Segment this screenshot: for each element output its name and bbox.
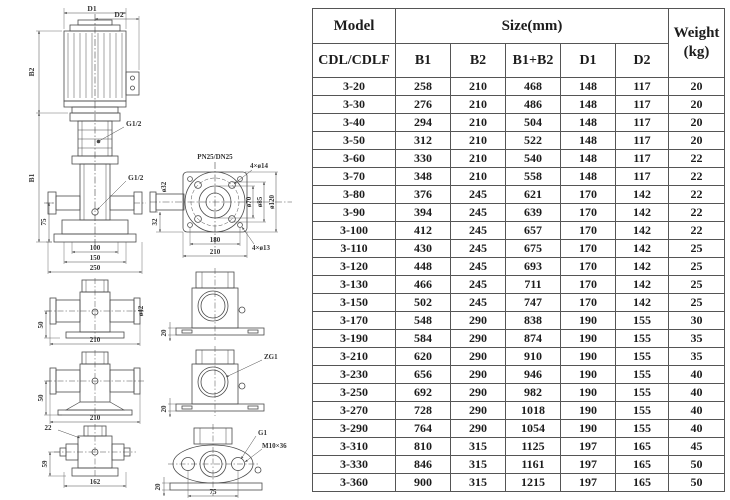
drawing-canvas [0,0,312,500]
table-cell-d2: 155 [616,420,669,438]
table-cell-weight: 25 [669,294,725,312]
table-cell-d1: 190 [561,420,616,438]
table-row [313,294,725,312]
table-cell-model: 3-310 [313,438,396,456]
table-cell-weight: 22 [669,222,725,240]
table-cell-b1: 846 [396,456,451,474]
table-cell-b1: 294 [396,114,451,132]
table-cell-weight: 40 [669,384,725,402]
table-cell-b1b2: 910 [506,348,561,366]
table-cell-weight: 25 [669,276,725,294]
dim-label-250: 250 [89,264,101,272]
table-row [313,150,725,168]
table-row [313,132,725,150]
table-cell-weight: 50 [669,456,725,474]
table-cell-d1: 170 [561,258,616,276]
table-cell-b1: 764 [396,420,451,438]
table-cell-weight: 25 [669,240,725,258]
table-cell-b2: 245 [451,294,506,312]
table-row [313,348,725,366]
table-row [313,240,725,258]
table-cell-model: 3-250 [313,384,396,402]
table-cell-model: 3-210 [313,348,396,366]
table-cell-model: 3-330 [313,456,396,474]
table-cell-model: 3-50 [313,132,396,150]
table-cell-b1b2: 486 [506,96,561,114]
table-cell-d2: 142 [616,222,669,240]
dim-label-210-flange: 210 [209,248,221,256]
table-cell-b2: 315 [451,438,506,456]
table-cell-weight: 30 [669,312,725,330]
table-cell-model: 3-60 [313,150,396,168]
table-row [313,204,725,222]
port-view-2 [168,346,264,417]
bolt-label-m10: M10×36 [262,442,287,450]
table-cell-d2: 142 [616,240,669,258]
dia-label-120: ø120 [268,195,276,209]
header-col-b2: B2 [451,44,506,78]
table-cell-d1: 190 [561,366,616,384]
table-cell-model: 3-150 [313,294,396,312]
table-cell-b2: 210 [451,96,506,114]
table-row [313,78,725,96]
table-row [313,420,725,438]
table-cell-weight: 20 [669,114,725,132]
pump-front-view [36,8,146,274]
table-cell-b1: 430 [396,240,451,258]
table-cell-model: 3-190 [313,330,396,348]
table-cell-b2: 245 [451,240,506,258]
dia-label-42: ø42 [137,305,145,317]
table-cell-b1b2: 1054 [506,420,561,438]
flange-title-label: PN25/DN25 [197,153,233,161]
table-cell-b1b2: 675 [506,240,561,258]
table-cell-d2: 165 [616,438,669,456]
table-cell-b1: 348 [396,168,451,186]
table-cell-d1: 170 [561,222,616,240]
table-cell-d1: 197 [561,438,616,456]
table-row [313,186,725,204]
table-row [313,312,725,330]
table-cell-b1: 376 [396,186,451,204]
table-cell-b1b2: 657 [506,222,561,240]
table-cell-model: 3-90 [313,204,396,222]
table-cell-b2: 245 [451,186,506,204]
table-cell-d1: 170 [561,204,616,222]
table-cell-b1b2: 982 [506,384,561,402]
table-cell-b1b2: 468 [506,78,561,96]
table-cell-b1: 448 [396,258,451,276]
table-cell-d2: 155 [616,402,669,420]
table-cell-d2: 117 [616,96,669,114]
table-cell-weight: 22 [669,150,725,168]
table-cell-d1: 148 [561,150,616,168]
table-cell-d2: 117 [616,132,669,150]
table-cell-b1b2: 1215 [506,474,561,492]
bolt-label-4x14: 4×ø14 [250,162,268,170]
table-cell-b2: 290 [451,402,506,420]
dim-label-162: 162 [89,478,101,486]
table-row [313,456,725,474]
dim-label-20-p2: 20 [160,405,168,413]
table-cell-b2: 210 [451,150,506,168]
table-cell-weight: 45 [669,438,725,456]
dim-label-150: 150 [89,254,101,262]
table-cell-b2: 245 [451,204,506,222]
table-cell-b1b2: 639 [506,204,561,222]
table-cell-d1: 148 [561,168,616,186]
table-cell-weight: 35 [669,348,725,366]
table-cell-b2: 210 [451,168,506,186]
table-cell-b1: 620 [396,348,451,366]
table-cell-b1: 258 [396,78,451,96]
header-col-b1b2: B1+B2 [506,44,561,78]
dim-label-100: 100 [89,244,101,252]
table-cell-weight: 35 [669,330,725,348]
table-cell-d2: 155 [616,330,669,348]
table-cell-d2: 117 [616,114,669,132]
table-row [313,402,725,420]
table-cell-model: 3-270 [313,402,396,420]
dim-label-g12-mid: G1/2 [128,173,144,182]
header-weight-line2: (kg) [683,44,710,60]
table-row [313,474,725,492]
table-row [313,276,725,294]
dim-label-d1: D1 [87,4,97,13]
table-cell-d2: 155 [616,348,669,366]
table-cell-b1: 900 [396,474,451,492]
table-cell-weight: 22 [669,204,725,222]
table-cell-d2: 142 [616,276,669,294]
table-cell-model: 3-100 [313,222,396,240]
table-cell-model: 3-290 [313,420,396,438]
table-cell-d2: 155 [616,312,669,330]
table-cell-d1: 190 [561,330,616,348]
table-cell-b1: 728 [396,402,451,420]
table-cell-b1b2: 621 [506,186,561,204]
table-cell-b2: 290 [451,312,506,330]
table-cell-model: 3-120 [313,258,396,276]
table-body [313,78,725,492]
header-model-sub: CDL/CDLF [313,44,396,78]
table-row [313,96,725,114]
table-cell-d2: 117 [616,150,669,168]
dia-label-32: ø32 [160,181,168,193]
header-weight-line1: Weight [673,25,720,42]
table-cell-b2: 315 [451,456,506,474]
table-row [313,222,725,240]
table-cell-d2: 155 [616,366,669,384]
table-row [313,330,725,348]
table-cell-b1b2: 946 [506,366,561,384]
spec-table [312,8,725,492]
table-cell-weight: 50 [669,474,725,492]
table-cell-d1: 170 [561,240,616,258]
table-cell-b1: 276 [396,96,451,114]
pump-technical-drawing [0,0,312,500]
table-cell-weight: 20 [669,78,725,96]
dim-label-50-v2: 50 [37,394,45,402]
table-cell-b1: 548 [396,312,451,330]
table-cell-b1b2: 504 [506,114,561,132]
side-view-2 [44,350,144,424]
table-cell-d2: 142 [616,294,669,312]
table-cell-b2: 290 [451,366,506,384]
table-row [313,438,725,456]
dim-label-75-p3: 75 [209,488,217,496]
dim-label-22: 22 [44,424,52,432]
junction-box [126,72,139,95]
header-model: Model [313,9,396,44]
header-col-d2: D2 [616,44,669,78]
table-cell-d1: 148 [561,96,616,114]
spec-table-container [312,8,724,492]
table-cell-d2: 165 [616,474,669,492]
table-cell-weight: 40 [669,402,725,420]
table-cell-d2: 165 [616,456,669,474]
table-cell-b1: 394 [396,204,451,222]
table-cell-model: 3-20 [313,78,396,96]
table-cell-b1: 692 [396,384,451,402]
table-cell-b1b2: 540 [506,150,561,168]
table-cell-model: 3-80 [313,186,396,204]
header-size-group: Size(mm) [396,9,669,44]
table-cell-d2: 142 [616,186,669,204]
table-cell-b1b2: 693 [506,258,561,276]
port-view-3 [162,424,262,498]
table-cell-model: 3-30 [313,96,396,114]
dia-label-85: ø85 [256,196,264,208]
thread-label-g1: G1 [258,429,267,437]
table-cell-model: 3-110 [313,240,396,258]
dim-label-20-p1: 20 [160,329,168,337]
table-cell-d1: 190 [561,312,616,330]
table-cell-model: 3-40 [313,114,396,132]
table-cell-d1: 148 [561,114,616,132]
dim-label-b1: B1 [27,173,36,183]
dim-label-b2: B2 [27,67,36,77]
table-cell-model: 3-170 [313,312,396,330]
table-row [313,168,725,186]
table-cell-weight: 22 [669,168,725,186]
header-weight [669,9,725,78]
table-cell-b1b2: 874 [506,330,561,348]
dim-label-32: 32 [151,218,159,226]
table-cell-d1: 170 [561,276,616,294]
table-cell-b1: 312 [396,132,451,150]
table-cell-weight: 20 [669,96,725,114]
table-cell-b1b2: 1161 [506,456,561,474]
table-cell-weight: 40 [669,366,725,384]
table-cell-b2: 210 [451,114,506,132]
table-cell-b1b2: 1018 [506,402,561,420]
dim-label-75: 75 [40,218,48,226]
bolt-label-4x13: 4×ø13 [252,244,270,252]
table-cell-d1: 190 [561,384,616,402]
dim-label-59: 59 [41,460,49,468]
table-cell-d1: 170 [561,186,616,204]
table-cell-b1b2: 1125 [506,438,561,456]
dim-label-50-v1: 50 [37,321,45,329]
table-cell-b1: 466 [396,276,451,294]
table-cell-b1: 502 [396,294,451,312]
table-cell-b1: 412 [396,222,451,240]
dim-label-20-p3: 20 [154,483,162,491]
flange-top-view [150,162,292,258]
table-cell-d1: 197 [561,474,616,492]
table-cell-b1b2: 711 [506,276,561,294]
table-cell-b2: 245 [451,276,506,294]
table-cell-b1b2: 747 [506,294,561,312]
table-cell-b2: 210 [451,78,506,96]
table-row [313,258,725,276]
dim-label-180: 180 [209,236,221,244]
table-cell-model: 3-360 [313,474,396,492]
table-row [313,384,725,402]
dim-label-210-v1: 210 [89,336,101,344]
table-cell-weight: 20 [669,132,725,150]
dia-label-70: ø70 [245,196,253,208]
header-col-d1: D1 [561,44,616,78]
table-cell-b1b2: 558 [506,168,561,186]
table-cell-b1: 656 [396,366,451,384]
table-cell-d2: 155 [616,384,669,402]
table-cell-model: 3-70 [313,168,396,186]
table-cell-weight: 22 [669,186,725,204]
table-cell-d1: 190 [561,348,616,366]
table-cell-weight: 40 [669,420,725,438]
table-row [313,366,725,384]
table-cell-model: 3-130 [313,276,396,294]
table-cell-d1: 170 [561,294,616,312]
table-cell-d2: 117 [616,168,669,186]
table-cell-b1b2: 522 [506,132,561,150]
table-row [313,114,725,132]
table-cell-model: 3-230 [313,366,396,384]
table-cell-b2: 245 [451,258,506,276]
thread-label-zg1: ZG1 [264,353,278,361]
table-cell-b2: 315 [451,474,506,492]
table-cell-b2: 245 [451,222,506,240]
table-cell-b1: 584 [396,330,451,348]
table-cell-d1: 197 [561,456,616,474]
table-cell-b2: 290 [451,348,506,366]
table-cell-d2: 117 [616,78,669,96]
table-cell-b2: 290 [451,384,506,402]
table-cell-b1: 810 [396,438,451,456]
table-cell-d2: 142 [616,204,669,222]
table-cell-b2: 210 [451,132,506,150]
dim-label-d2: D2 [114,10,124,19]
table-cell-b1b2: 838 [506,312,561,330]
table-cell-b2: 290 [451,330,506,348]
table-cell-d2: 142 [616,258,669,276]
table-cell-d1: 148 [561,78,616,96]
table-cell-weight: 25 [669,258,725,276]
dim-label-210-v2: 210 [89,414,101,422]
dim-label-g12-top: G1/2 [126,119,142,128]
table-cell-b2: 290 [451,420,506,438]
header-col-b1: B1 [396,44,451,78]
table-cell-d1: 190 [561,402,616,420]
table-cell-b1: 330 [396,150,451,168]
table-cell-d1: 148 [561,132,616,150]
port-view-1 [168,268,264,341]
